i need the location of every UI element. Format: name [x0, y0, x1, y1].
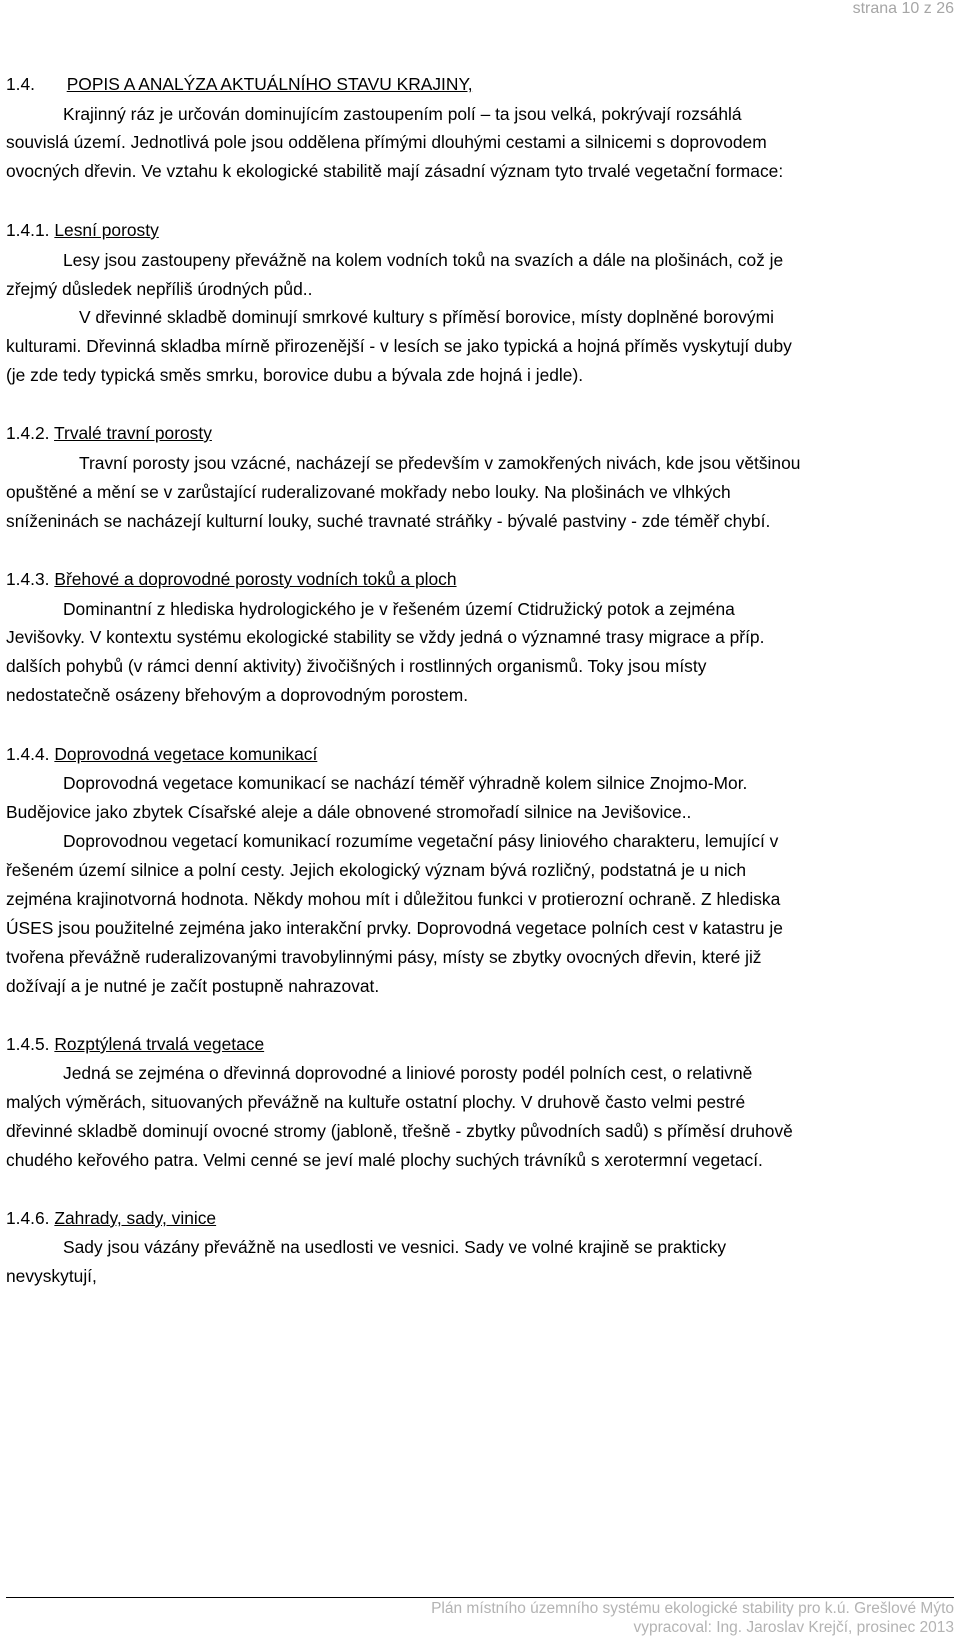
paragraph-line: kulturami. Dřevinná skladba mírně přirozenější - v lesích se jako typická a hojná příměs vyskytují duby	[6, 336, 792, 356]
subsection-title: Rozptýlená trvalá vegetace	[54, 1034, 265, 1054]
paragraph-line: nevyskytují,	[6, 1266, 97, 1286]
page-number: strana 10 z 26	[852, 0, 954, 17]
paragraph-line: řešeném území silnice a polní cesty. Jejich ekologický význam bývá rozličný, podstatná je u nich	[6, 860, 747, 880]
subsection-heading	[6, 743, 317, 765]
paragraph-line: V dřevinné skladbě dominují smrkové kultury s příměsí borovice, místy doplněné borovými	[79, 307, 774, 327]
paragraph-line: Sady jsou vázány převážně na usedlosti ve vesnici. Sady ve volné krajině se prakticky	[63, 1237, 727, 1257]
subsection-title: Zahrady, sady, vinice	[54, 1208, 217, 1228]
paragraph-line: Jevišovky. V kontextu systému ekologické stability se vždy jedná o významné trasy migrace a příp.	[6, 627, 765, 647]
paragraph-line: Krajinný ráz je určován dominujícím zastoupením polí – ta jsou velká, pokrývají rozsáhlá	[63, 104, 742, 124]
subsection-heading	[6, 219, 159, 241]
paragraph-line: souvislá území. Jednotlivá pole jsou oddělena přímými dlouhými cestami a silnicemi s doprovodem	[6, 132, 767, 152]
subsection-title: Břehové a doprovodné porosty vodních toků a ploch	[54, 569, 457, 589]
paragraph-line: zřejmý důsledek nepříliš úrodných půd..	[6, 279, 313, 299]
paragraph-line: dřevinné skladbě dominují ovocné stromy (jabloně, třešně - zbytky původních sadů) s příměsí druhově	[6, 1121, 793, 1141]
paragraph-line: chudého keřového patra. Velmi cenné se jeví malé plochy suchých trávníků s xerotermní vegetací.	[6, 1150, 763, 1170]
paragraph-line: Travní porosty jsou vzácné, nacházejí se především v zamokřených nivách, kde jsou většinou	[79, 453, 801, 473]
paragraph-line: Doprovodná vegetace komunikací se nachází téměř výhradně kolem silnice Znojmo-Mor.	[63, 773, 748, 793]
subsection-title: Lesní porosty	[54, 220, 159, 240]
footer-divider	[6, 1597, 954, 1598]
subsection-number: 1.4.4.	[6, 744, 50, 764]
paragraph-line: Doprovodnou vegetací komunikací rozumíme vegetační pásy liniového charakteru, lemující v	[63, 831, 779, 851]
paragraph-line: zejména krajinotvorná hodnota. Někdy mohou mít i důležitou funkci v protierozní ochraně. Z hlediska	[6, 889, 781, 909]
subsection-number: 1.4.2.	[6, 423, 50, 443]
paragraph-line: dožívají a je nutné je začít postupně nahrazovat.	[6, 976, 380, 996]
subsection-number: 1.4.1.	[6, 220, 50, 240]
subsection-heading	[6, 1033, 264, 1055]
paragraph-line: dalších pohybů (v rámci denní aktivity) živočišných i rostlinných organismů. Toky jsou místy	[6, 656, 707, 676]
paragraph-line: Dominantní z hlediska hydrologického je v řešeném území Ctidružický potok a zejména	[63, 599, 735, 619]
paragraph-line: Budějovice jako zbytek Císařské aleje a dále obnovené stromořadí silnice na Jevišovice..	[6, 802, 692, 822]
footer-author: vypracoval: Ing. Jaroslav Krejčí, prosinec 2013	[633, 1619, 954, 1636]
subsection-title: Trvalé travní porosty	[54, 423, 212, 443]
paragraph-line: Jedná se zejména o dřevinná doprovodné a liniové porosty podél polních cest, o relativně	[63, 1063, 753, 1083]
section-title: POPIS A ANALÝZA AKTUÁLNÍHO STAVU KRAJINY,	[66, 74, 473, 94]
paragraph-line: ÚSES jsou použitelné zejména jako interakční prvky. Doprovodná vegetace polních cest v katastru je	[6, 918, 783, 938]
subsection-heading	[6, 568, 457, 590]
subsection-number: 1.4.3.	[6, 569, 50, 589]
paragraph-line: Lesy jsou zastoupeny převážně na kolem vodních toků na svazích a dále na plošinách, což je	[63, 250, 784, 270]
footer-title: Plán místního územního systému ekologické stability pro k.ú. Grešlové Mýto	[431, 1600, 954, 1617]
paragraph-line: (je zde tedy typická směs smrku, borovice dubu a bývala zde hojná i jedle).	[6, 365, 584, 385]
section-number: 1.4.	[6, 74, 36, 94]
paragraph-line: opuštěné a mění se v zarůstající ruderalizované mokřady nebo louky. Na plošinách ve vlhkých	[6, 482, 731, 502]
paragraph-line: malých výměrách, situovaných převážně na kultuře ostatní plochy. V druhově často velmi pestré	[6, 1092, 746, 1112]
paragraph-line: nedostatečně osázeny břehovým a doprovodným porostem.	[6, 685, 469, 705]
subsection-heading	[6, 1207, 216, 1229]
subsection-number: 1.4.6.	[6, 1208, 50, 1228]
subsection-heading	[6, 422, 212, 444]
subsection-number: 1.4.5.	[6, 1034, 50, 1054]
section-heading	[6, 73, 473, 95]
paragraph-line: ovocných dřevin. Ve vztahu k ekologické stabilitě mají zásadní význam tyto trvalé vegetační formace:	[6, 161, 784, 181]
paragraph-line: sníženinách se nacházejí kulturní louky, suché travnaté stráňky - bývalé pastviny - zde téměř chybí.	[6, 511, 771, 531]
paragraph-line: tvořena převážně ruderalizovanými travobylinnými pásy, místy se zbytky ovocných dřevin, které již	[6, 947, 762, 967]
subsection-title: Doprovodná vegetace komunikací	[54, 744, 318, 764]
